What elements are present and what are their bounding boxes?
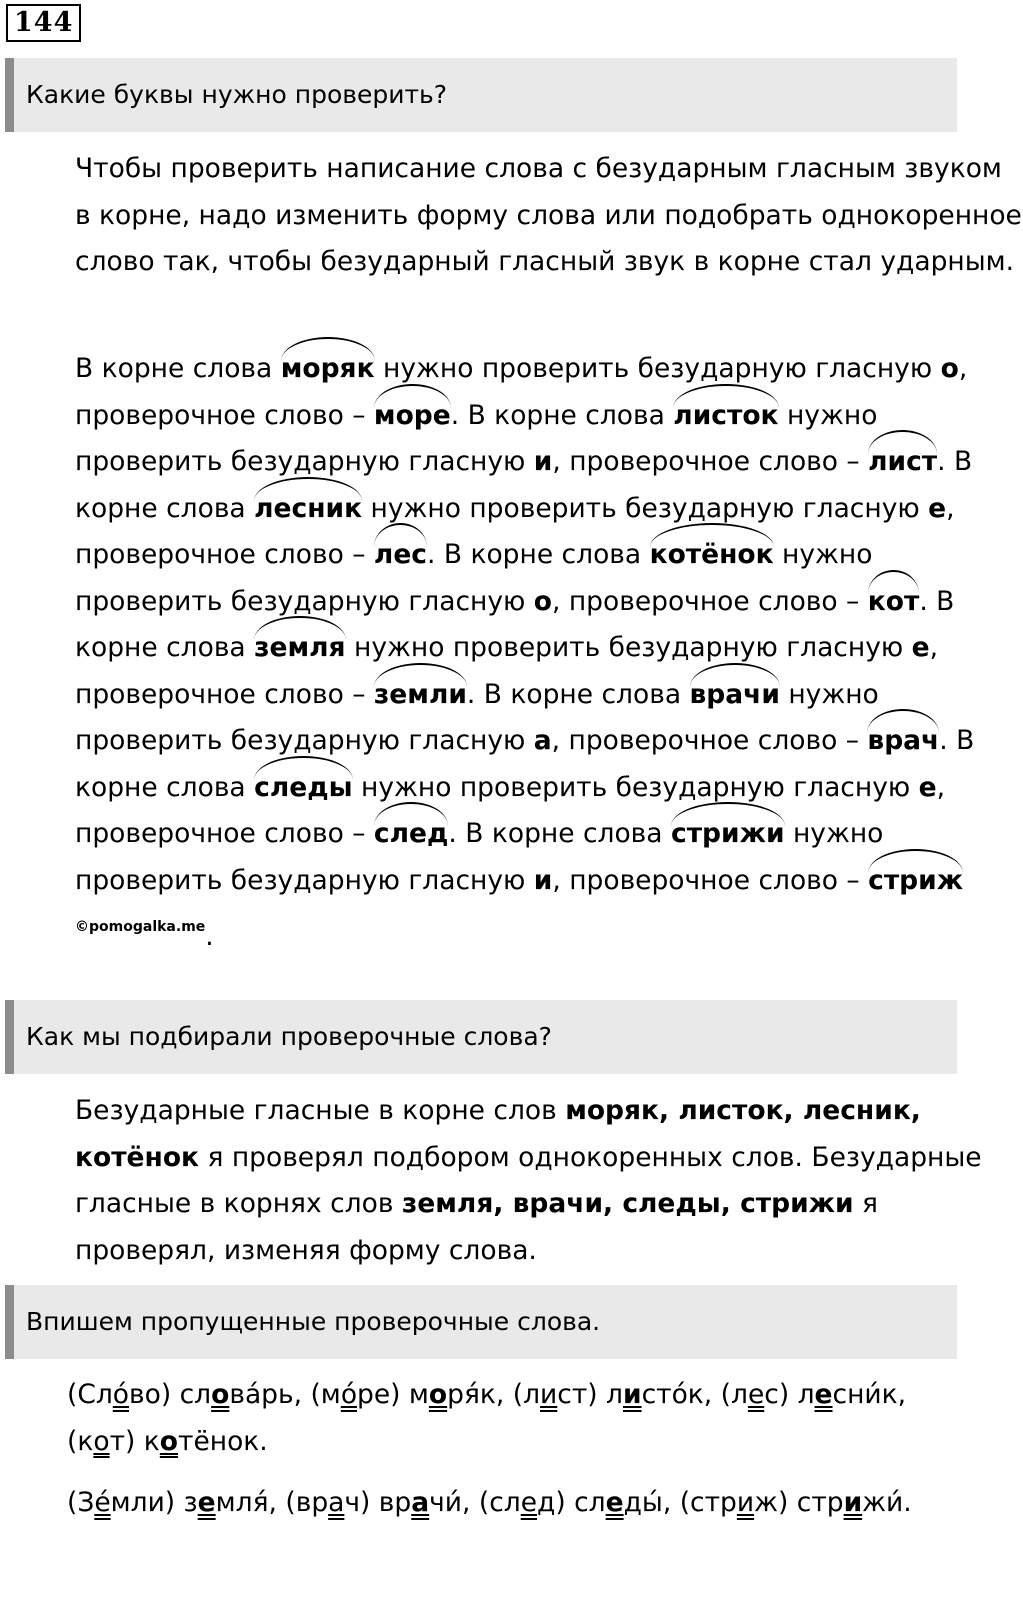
text: сни́к, (к [67, 1379, 907, 1457]
word-arc: листок [673, 393, 778, 440]
text: я проверял, изменяя форму слова. [75, 1188, 878, 1266]
bold-text: е [605, 1487, 624, 1518]
text: , проверочное слово – [75, 632, 939, 710]
word-arc: моряк [281, 346, 375, 393]
question-header-3: Впишем пропущенные проверочные слова. [5, 1285, 957, 1359]
text: ре) м [357, 1379, 429, 1410]
text: В корне слова [483, 678, 682, 710]
text: мли) з [110, 1487, 198, 1518]
text: ст) л [557, 1379, 623, 1410]
word-arc: след [374, 811, 449, 858]
word-arc: котёнок [650, 532, 774, 579]
text: нужно проверить безударную гласную [75, 399, 878, 477]
text: и [736, 1487, 755, 1518]
text: и [540, 1379, 558, 1410]
text: , проверочное слово – [75, 771, 946, 849]
text: е [747, 1379, 765, 1410]
text: В корне слова [75, 353, 273, 384]
word-arc: стриж [868, 858, 963, 905]
text: , проверочное слово – [552, 446, 860, 477]
bold-text: е [197, 1487, 216, 1518]
text: (З [67, 1487, 95, 1518]
text: нужно проверить безударную гласную [354, 632, 904, 663]
text: нужно проверить безударную гласную [75, 818, 884, 896]
text: о́ [340, 1379, 358, 1410]
bold-text: земля, врачи, следы, стрижи [401, 1188, 854, 1219]
task-number: 144 [6, 4, 81, 42]
bold-text: о [428, 1379, 448, 1410]
text: нужно проверить безударную гласную [383, 353, 933, 384]
text: о [93, 1425, 110, 1457]
text: с) л [764, 1379, 815, 1410]
bold-text: о [211, 1379, 230, 1410]
text: е́ [94, 1487, 111, 1518]
bold-text: о [940, 353, 959, 384]
question-header-1: Какие буквы нужно проверить? [5, 58, 957, 132]
answer-line-1 [7, 1372, 955, 1465]
text: я проверял подбором однокоренных слов. Безударные гласные в корнях слов [75, 1141, 982, 1219]
word-arc: море [374, 393, 451, 440]
text: во) сл [129, 1379, 212, 1410]
bold-text: о [533, 585, 552, 617]
text: ж) стр [754, 1487, 844, 1518]
bold-text: е [911, 632, 930, 663]
bold-text: моряк, листок, лесник, котёнок [75, 1095, 921, 1173]
text: , проверочное слово – [552, 864, 860, 896]
text: нужно проверить безударную гласную [361, 771, 911, 803]
text: нужно проверить безударную гласную [75, 678, 879, 756]
word-arc: врачи [690, 672, 780, 719]
word-arc: лист [868, 439, 937, 486]
answer-line-2 [7, 1480, 955, 1527]
text: а [328, 1487, 345, 1518]
text: жи́. [862, 1487, 912, 1518]
watermark: ©pomogalka.me [75, 919, 206, 935]
bold-text: а [411, 1487, 430, 1518]
text: (Сл [67, 1379, 113, 1410]
bold-text: а [533, 725, 552, 756]
bold-text: е [814, 1379, 833, 1410]
word-arc: земля [254, 625, 345, 672]
text: В корне слова [467, 399, 665, 431]
text: нужно проверить безударную гласную [75, 539, 873, 617]
text: Безударные гласные в корне слов [75, 1095, 557, 1126]
text: , проверочное слово – [552, 585, 860, 617]
text: чи́, (сл [429, 1487, 521, 1518]
text: ря́к, (л [447, 1379, 541, 1410]
text: о́ [112, 1379, 129, 1410]
bold-text: е [928, 492, 947, 524]
bold-text: и [843, 1487, 863, 1518]
text: т) к [109, 1425, 160, 1457]
bold-text: и [623, 1379, 642, 1410]
word-arc: лес [374, 532, 427, 579]
word-arc: лесник [254, 486, 362, 533]
paragraph-method [7, 1088, 1023, 1274]
text: В корне слова [75, 446, 973, 524]
text: , проверочное слово – [551, 725, 859, 756]
text: В корне слова [75, 725, 975, 803]
text: мля́, (вр [215, 1487, 329, 1518]
text: тёнок. [178, 1425, 268, 1457]
word-arc: врач [867, 718, 939, 765]
text: ды́, (стр [623, 1487, 737, 1518]
question-header-2: Как мы подбирали проверочные слова? [5, 1000, 957, 1074]
paragraph-explanation: В корне слова моряк нужно проверить безударную гласную о, проверочное слово – море. В корне слова листок нужно проверить безударную гласную и, проверочное слово – лист. В корне слова лесник нужно проверить безударную гласную е, проверочное слово – лес. В корне слова котёнок нужно проверить безударную гласную о, проверочное слово – кот. В корне слова земля нужно проверить безударную гласную е, проверочное слово – земли. В корне слова врачи нужно проверить безударную гласную а, проверочное слово – врач. В корне слова следы нужно проверить безударную гласную е, проверочное слово – след. В корне слова стрижи нужно проверить безударную гласную и, проверочное слово – стриж$^{©pomogalka.me}$. [7, 346, 1023, 961]
text: е [520, 1487, 538, 1518]
bold-text: о [159, 1425, 179, 1457]
text: сто́к, (л [641, 1379, 748, 1410]
bold-text: е [918, 771, 937, 803]
text: , проверочное слово – [75, 492, 955, 570]
word-arc: кот [868, 579, 920, 626]
word-arc: следы [254, 765, 352, 812]
paragraph-rule: Чтобы проверить написание слова с безударным гласным звуком в корне, надо изменить форму слова или подобрать однокоренное слово так, чтобы безударный гласный звук в корне стал ударным. [75, 153, 1022, 277]
bold-text: и [533, 446, 553, 477]
bold-text: и [533, 864, 553, 896]
word-arc: стрижи [671, 811, 785, 858]
text: нужно проверить безударную гласную [370, 492, 920, 524]
word-arc: земли [374, 672, 467, 719]
text: ч) вр [344, 1487, 412, 1518]
text: ва́рь, (м [229, 1379, 341, 1410]
text: В корне слова [75, 585, 955, 663]
text: В корне слова [443, 539, 642, 570]
text: В корне слова [465, 818, 663, 849]
text: , проверочное слово – [75, 353, 968, 431]
text: д) сл [537, 1487, 606, 1518]
